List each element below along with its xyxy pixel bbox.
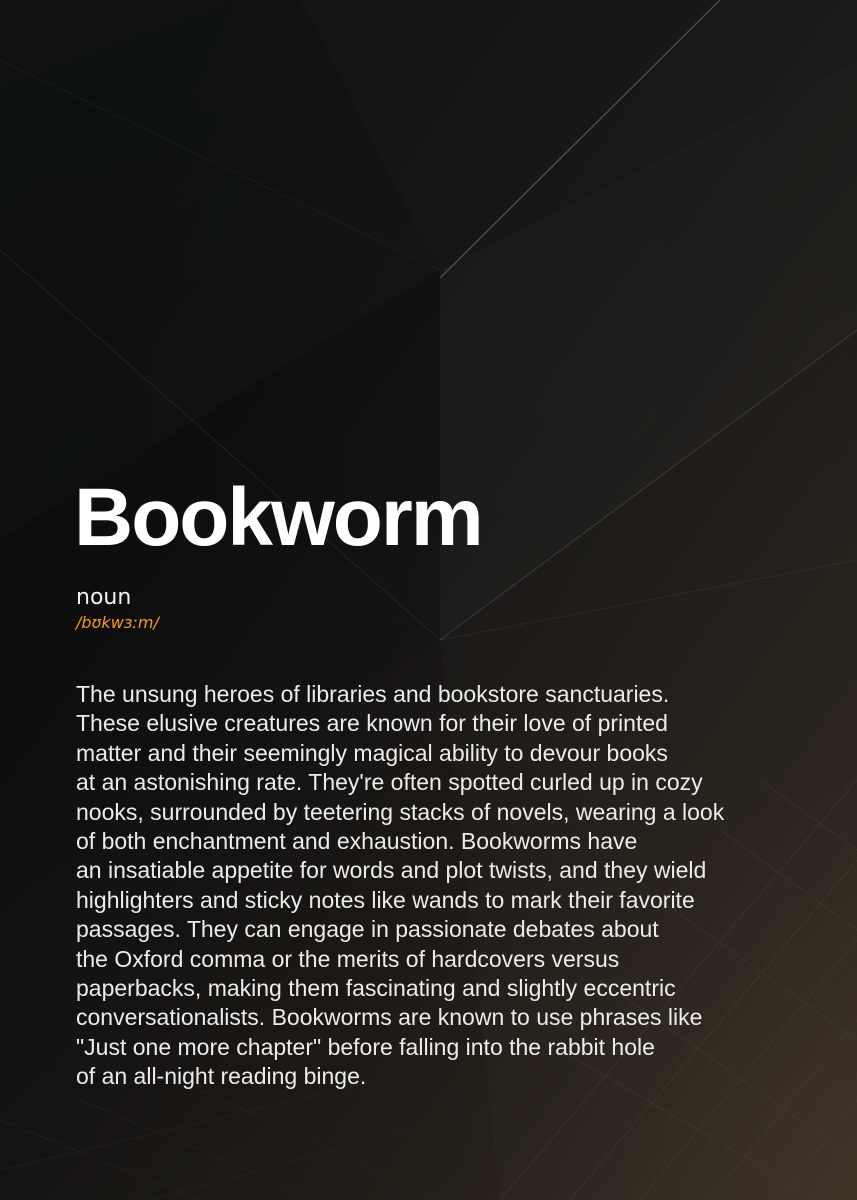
definition-line: the Oxford comma or the merits of hardcovers versus — [76, 945, 620, 972]
definition-line: passages. They can engage in passionate debates about — [76, 916, 659, 943]
part-of-speech: noun — [76, 585, 132, 610]
definition-line: matter and their seemingly magical ability to devour books — [76, 739, 668, 766]
definition-line: "Just one more chapter" before falling into the rabbit hole — [76, 1033, 655, 1060]
definition-line: of an all-night reading binge. — [76, 1063, 367, 1090]
definition-line: nooks, surrounded by teetering stacks of novels, wearing a look — [76, 798, 725, 825]
definition-line: These elusive creatures are known for their love of printed — [76, 710, 668, 737]
pronunciation: /bʊkwɜːm/ — [76, 613, 159, 632]
definition-line: an insatiable appetite for words and plot twists, and they wield — [76, 857, 707, 884]
definition-text — [76, 680, 816, 1092]
word-title: Bookworm — [74, 472, 482, 563]
definition-line: at an astonishing rate. They're often spotted curled up in cozy — [76, 769, 703, 796]
definition-line: of both enchantment and exhaustion. Bookworms have — [76, 828, 638, 855]
definition-line: highlighters and sticky notes like wands to mark their favorite — [76, 886, 695, 913]
definition-line: conversationalists. Bookworms are known to use phrases like — [76, 1004, 703, 1031]
definition-line: paperbacks, making them fascinating and slightly eccentric — [76, 975, 676, 1002]
definition-line: The unsung heroes of libraries and bookstore sanctuaries. — [76, 681, 670, 707]
